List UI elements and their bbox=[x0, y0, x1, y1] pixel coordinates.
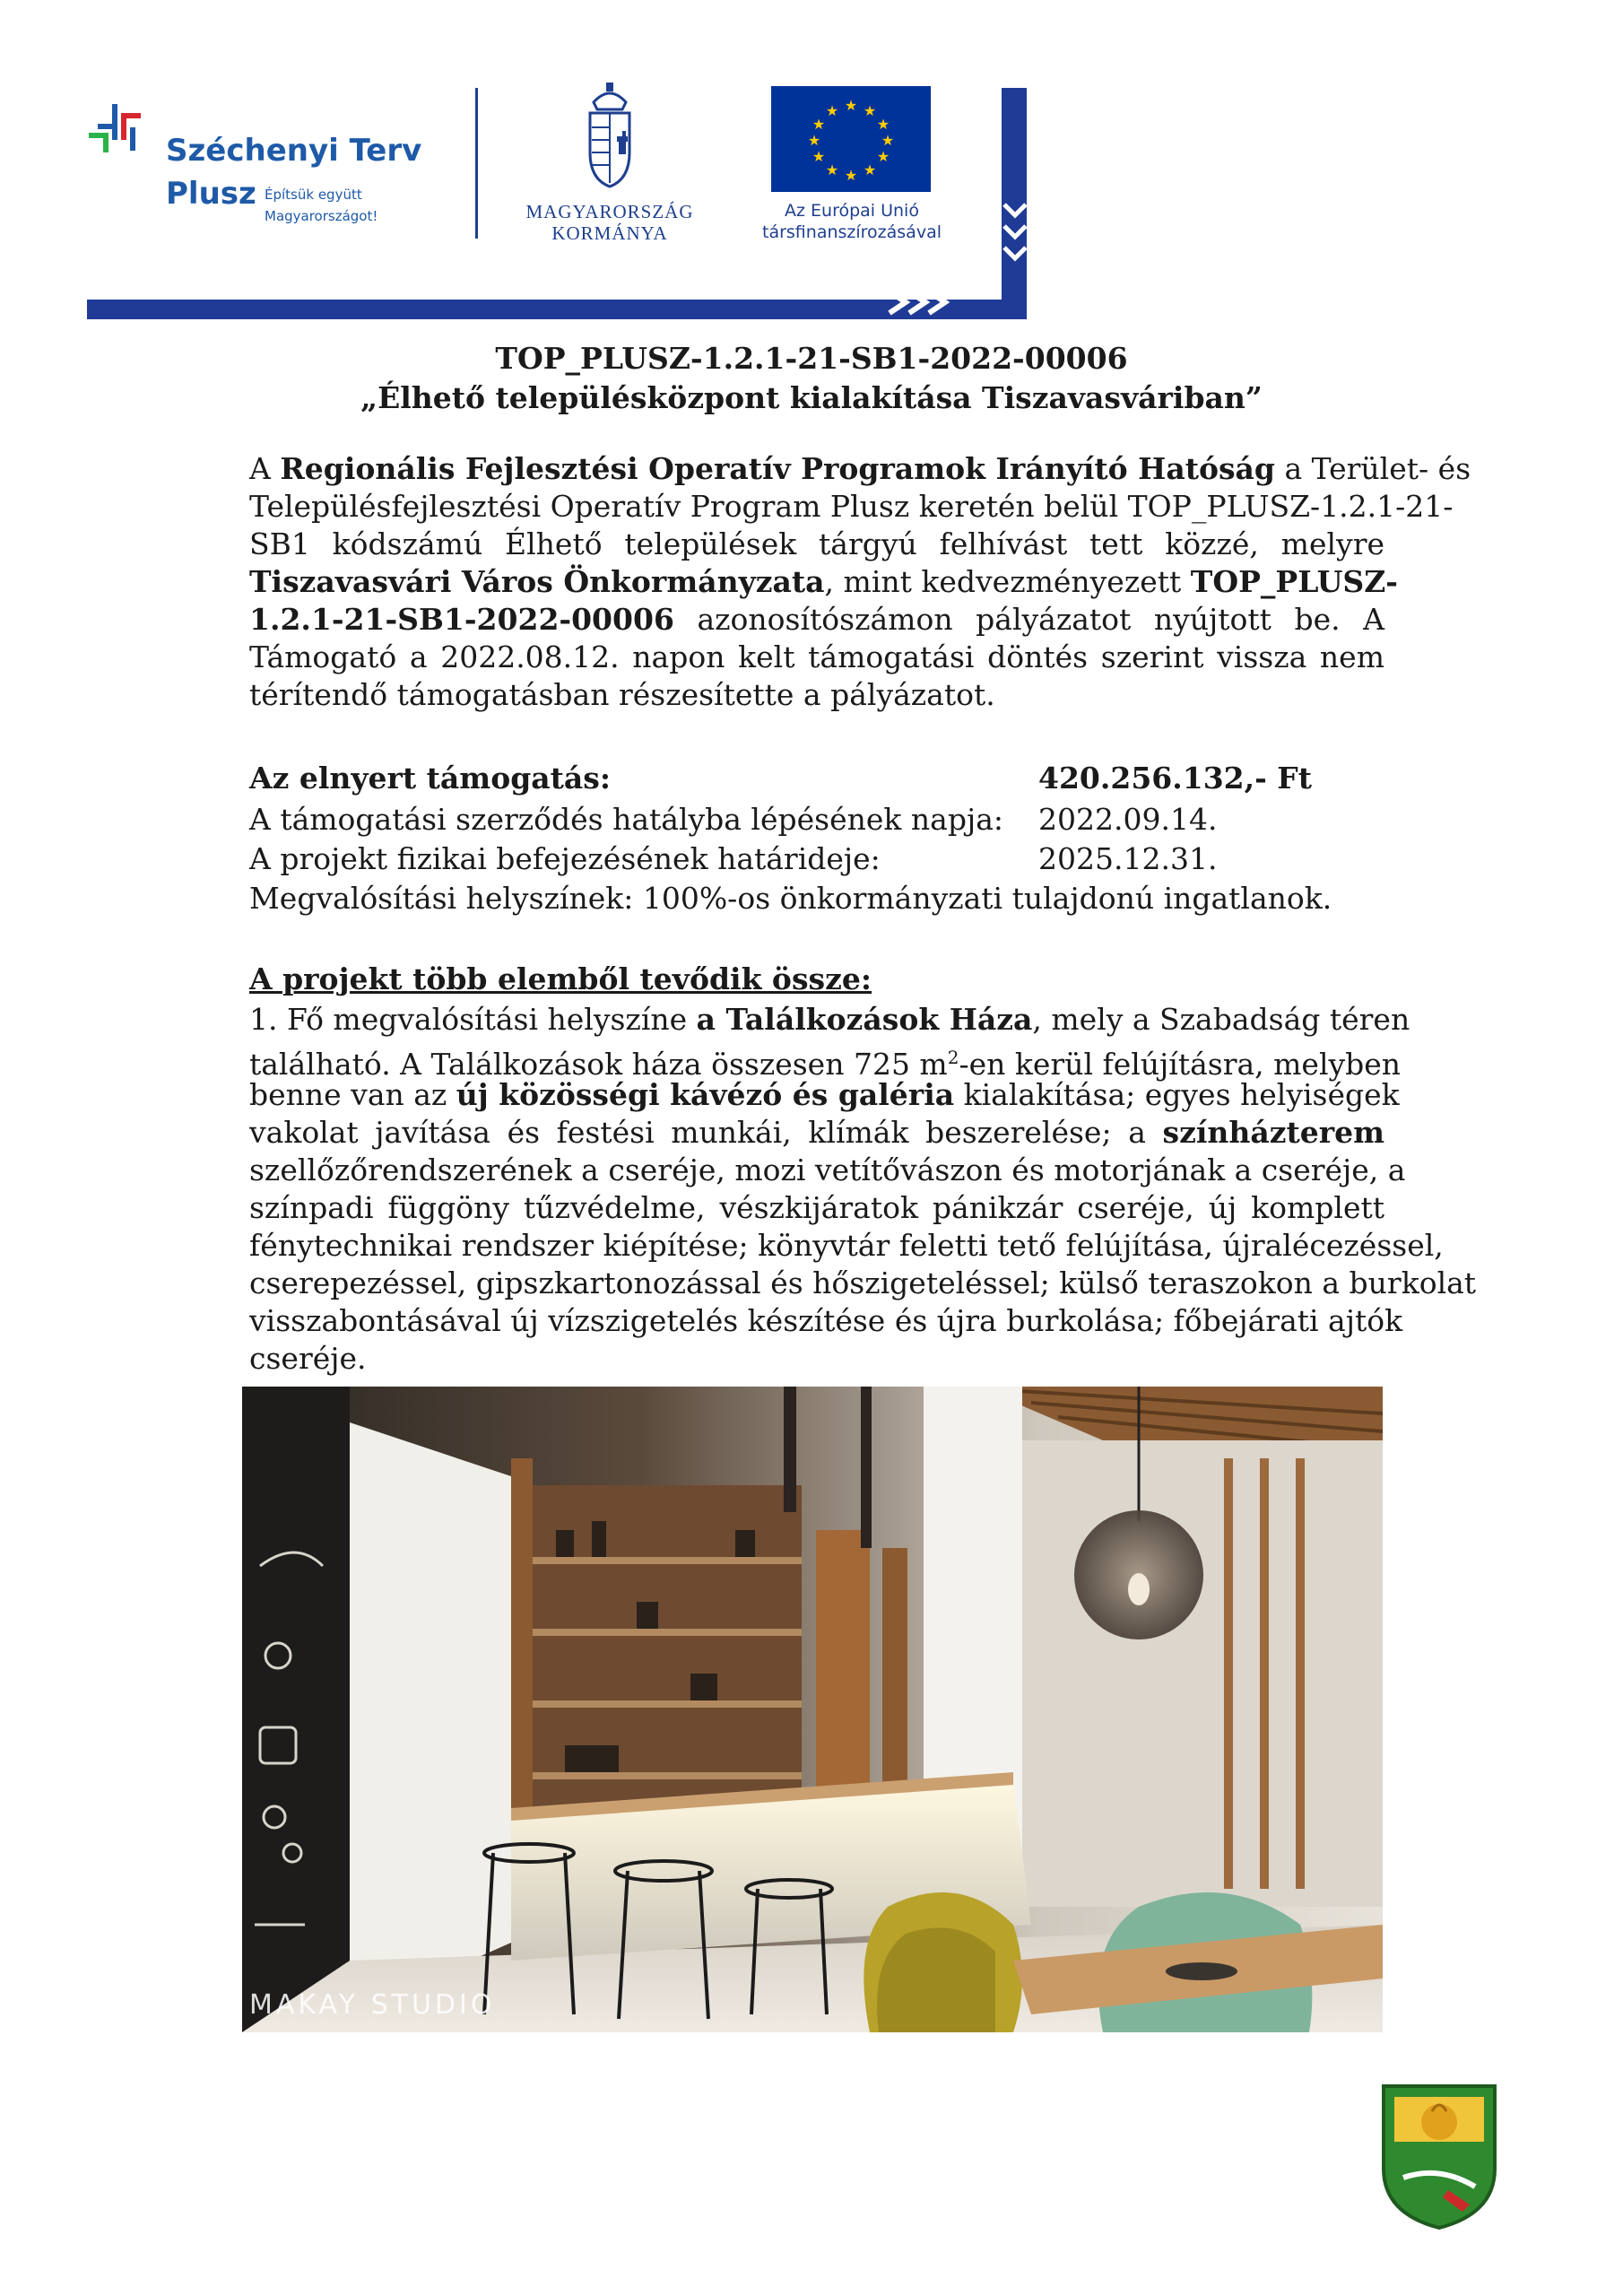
eu-line-1: Az Európai Unió bbox=[785, 201, 919, 221]
header-divider bbox=[475, 88, 478, 239]
svg-text:★: ★ bbox=[844, 97, 858, 114]
managing-authority: Regionális Fejlesztési Operatív Programok Irányító Hatóság bbox=[280, 451, 1276, 486]
government-line-2: KORMÁNYA bbox=[551, 222, 668, 244]
intro-line-6: Támogató a 2022.08.12. napon kelt támogatási döntés szerint vissza nem bbox=[249, 639, 1384, 674]
venue-name: a Találkozások Háza bbox=[696, 1002, 1033, 1037]
contract-date-label: A támogatási szerződés hatályba lépésének napja: bbox=[249, 802, 1003, 837]
section-line-3: benne van az új közösségi kávézó és galéria kialakítása; egyes helyiségek bbox=[249, 1077, 1400, 1112]
section-line-1: 1. Fő megvalósítási helyszíne a Találkozások Háza, mely a Szabadság téren bbox=[249, 1002, 1410, 1037]
tiszavasvari-coat-of-arms-icon bbox=[1376, 2079, 1502, 2231]
svg-text:★: ★ bbox=[825, 102, 839, 119]
section-line-6: színpadi függöny tűzvédelme, vészkijáratok pánikzár cseréje, új komplett bbox=[249, 1190, 1384, 1225]
szechenyi-plusz: Plusz bbox=[166, 176, 256, 212]
svg-text:★: ★ bbox=[876, 116, 890, 133]
szechenyi-tagline-1: Építsük együtt bbox=[265, 187, 362, 203]
contract-date-value: 2022.09.14. bbox=[1038, 802, 1218, 837]
svg-text:★: ★ bbox=[863, 102, 877, 119]
section-line-8: cserepezéssel, gipszkartonozással és hőszigeteléssel; külső teraszokon a burkolat bbox=[249, 1265, 1477, 1300]
photo-credit: MAKAY STUDIO bbox=[249, 1989, 496, 2021]
eu-flag-icon bbox=[771, 86, 931, 192]
government-logo bbox=[520, 83, 699, 253]
szechenyi-tagline-2: Magyarországot! bbox=[265, 208, 378, 224]
section-line-10: cseréje. bbox=[249, 1341, 367, 1376]
deadline-label: A projekt fizikai befejezésének határideje: bbox=[249, 841, 881, 876]
project-name-title: „Élhető településközpont kialakítása Tiszavasváriban” bbox=[360, 380, 1263, 415]
government-line-1: MAGYARORSZÁG bbox=[525, 201, 694, 222]
szechenyi-name: Széchenyi Terv bbox=[166, 133, 422, 169]
intro-line-5: 1.2.1-21-SB1-2022-00006 azonosítószámon pályázatot nyújtott be. A bbox=[249, 602, 1384, 637]
deadline-value: 2025.12.31. bbox=[1038, 841, 1218, 876]
intro-line-2: Településfejlesztési Operatív Program Plusz keretén belül TOP_PLUSZ-1.2.1-21- bbox=[249, 489, 1454, 524]
intro-line-7: térítendő támogatásban részesítette a pályázatot. bbox=[249, 677, 995, 712]
grant-label: Az elnyert támogatás: bbox=[249, 761, 612, 796]
section-line-7: fénytechnikai rendszer kiépítése; könyvtár feletti tető felújítása, újralécezéssel, bbox=[249, 1228, 1444, 1263]
cafe-rendering-photo bbox=[242, 1387, 1383, 2032]
project-code-title: TOP_PLUSZ-1.2.1-21-SB1-2022-00006 bbox=[495, 341, 1128, 376]
szechenyi-terv-logo bbox=[85, 97, 426, 231]
beneficiary: Tiszavasvári Város Önkormányzata bbox=[249, 564, 825, 599]
chevron-right-icon bbox=[879, 284, 986, 320]
intro-line-3: SB1 kódszámú Élhető települések tárgyú felhívást tett közzé, melyre bbox=[249, 526, 1384, 561]
intro-line-4: Tiszavasvári Város Önkormányzata, mint kedvezményezett TOP_PLUSZ- bbox=[249, 564, 1398, 599]
svg-text:★: ★ bbox=[812, 116, 826, 133]
locations-text: Megvalósítási helyszínek: 100%-os önkormányzati tulajdonú ingatlanok. bbox=[249, 881, 1332, 916]
eu-line-2: társfinanszírozásával bbox=[762, 222, 942, 242]
section-line-2: található. A Találkozások háza összesen 725 $m^2-en$ kerül felújításra, melyben bbox=[249, 1047, 1402, 1082]
svg-text:★: ★ bbox=[863, 161, 877, 178]
chevron-down-icon bbox=[997, 199, 1033, 289]
section-line-9: visszabontásával új vízszigetelés készítése és újra burkolása; főbejárati ajtók bbox=[249, 1303, 1403, 1338]
section-line-4: vakolat javítása és festési munkái, klímák beszerelése; a színházterem bbox=[249, 1115, 1384, 1150]
svg-text:★: ★ bbox=[876, 148, 890, 165]
svg-text:★: ★ bbox=[825, 161, 839, 178]
section-line-5: szellőzőrendszerének a cseréje, mozi vetítővászon és motorjának a cseréje, a bbox=[249, 1152, 1406, 1187]
hungarian-coat-of-arms-icon bbox=[581, 83, 638, 188]
szechenyi-cross-icon bbox=[85, 97, 157, 178]
svg-text:★: ★ bbox=[844, 167, 858, 184]
section-heading: A projekt több elemből tevődik össze: bbox=[249, 961, 872, 996]
grant-value: 420.256.132,- Ft bbox=[1038, 761, 1312, 796]
intro-line-1: A Regionális Fejlesztési Operatív Programok Irányító Hatóság a Terület- és bbox=[249, 451, 1471, 486]
svg-text:★: ★ bbox=[881, 132, 895, 149]
eu-logo bbox=[744, 83, 968, 253]
svg-text:★: ★ bbox=[812, 148, 826, 165]
svg-text:★: ★ bbox=[807, 132, 821, 149]
